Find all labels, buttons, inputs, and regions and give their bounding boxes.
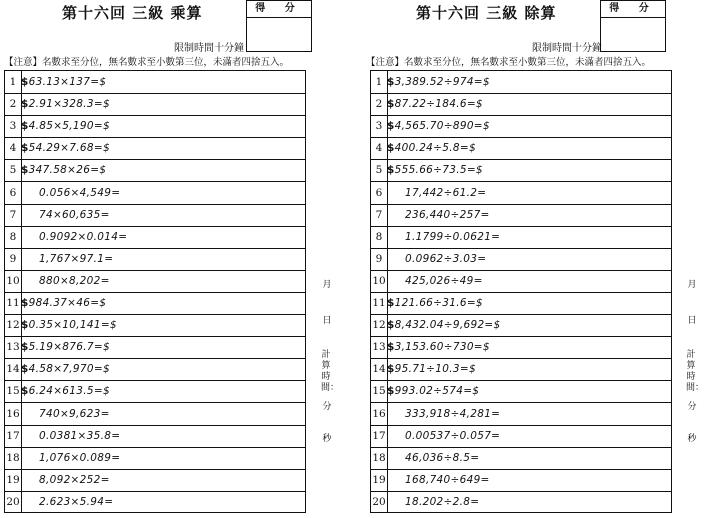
currency-sign: $ — [21, 385, 29, 398]
problem-expression: 18.202÷2.8= — [405, 495, 480, 508]
table-row — [371, 403, 671, 426]
table-row — [371, 380, 671, 403]
problem-number: 18 — [5, 447, 22, 469]
problem-expression: $4,565.70÷890=$ — [387, 120, 490, 133]
table-row — [371, 447, 671, 470]
calc-time-label: 計算時間： — [321, 350, 340, 393]
day-label: 日 — [687, 316, 697, 326]
currency-sign: $ — [387, 164, 395, 177]
problem-expression: 425,026÷49= — [405, 274, 483, 287]
time-limit: 限制時間十分鐘 — [532, 43, 602, 54]
problem-expression: $4.85×5,190=$ — [21, 120, 110, 133]
problem-expression: $87.22÷184.6=$ — [387, 98, 483, 111]
problem-expression: $3,153.60÷730=$ — [387, 341, 490, 354]
currency-sign: $ — [387, 363, 395, 376]
problem-number: 15 — [5, 380, 22, 402]
table-row — [5, 292, 305, 315]
table-row — [371, 270, 671, 293]
instructions-note: 【注意】名數求至分位，無名數求至小數第三位，未滿者四捨五入。 — [4, 57, 290, 68]
problem-number: 2 — [5, 93, 22, 115]
problem-expression: 17,442÷61.2= — [405, 186, 487, 199]
problem-expression: $63.13×137=$ — [21, 76, 107, 88]
problem-number: 7 — [371, 204, 388, 226]
problem-number: 10 — [5, 270, 22, 292]
problem-number: 4 — [371, 137, 388, 159]
table-row — [5, 248, 305, 271]
problem-expression: $993.02÷574=$ — [387, 385, 480, 398]
problem-number: 17 — [5, 425, 22, 447]
currency-sign: $ — [21, 98, 29, 111]
problem-number: 8 — [371, 226, 388, 248]
problem-number: 6 — [371, 182, 388, 204]
problem-number: 11 — [371, 292, 388, 314]
problem-number: 16 — [371, 403, 388, 425]
problem-number: 11 — [5, 292, 22, 314]
table-row — [5, 403, 305, 426]
table-row — [5, 137, 305, 160]
problem-expression: 1,076×0.089= — [39, 451, 121, 464]
problem-expression: $6.24×613.5=$ — [21, 385, 110, 398]
currency-sign: $ — [387, 341, 395, 354]
problem-number: 14 — [5, 358, 22, 380]
problem-expression: 0.056×4,549= — [39, 186, 121, 199]
score-label: 得 分 — [247, 1, 311, 18]
currency-sign: $ — [21, 363, 29, 376]
month-label: 月 — [322, 280, 332, 290]
problem-expression: 880×8,202= — [39, 274, 110, 287]
problem-number: 7 — [5, 204, 22, 226]
problem-expression: 0.00537÷0.057= — [405, 429, 501, 442]
currency-sign: $ — [387, 297, 395, 309]
problem-expression: 1.1799÷0.0621= — [405, 230, 501, 243]
table-row — [5, 182, 305, 205]
table-row — [5, 314, 305, 337]
problem-number: 15 — [371, 380, 388, 402]
currency-sign: $ — [21, 164, 29, 177]
problem-expression: 740×9,623= — [39, 407, 110, 420]
problem-expression: $400.24÷5.8=$ — [387, 142, 476, 155]
table-row — [371, 469, 671, 492]
time-limit: 限制時間十分鐘 — [174, 43, 244, 54]
problem-number: 2 — [371, 93, 388, 115]
currency-sign: $ — [387, 142, 395, 155]
problem-number: 18 — [371, 447, 388, 469]
problem-expression: $5.19×876.7=$ — [21, 341, 110, 354]
problem-number: 13 — [371, 336, 388, 358]
minute-label: 分 — [322, 402, 332, 412]
problem-number: 1 — [5, 71, 22, 93]
problem-number: 20 — [5, 491, 22, 513]
table-row — [371, 336, 671, 359]
problem-number: 4 — [5, 137, 22, 159]
problem-expression: 236,440÷257= — [405, 208, 490, 221]
problem-expression: $54.29×7.68=$ — [21, 142, 110, 155]
table-row — [371, 71, 671, 94]
problem-number: 8 — [5, 226, 22, 248]
table-row — [371, 159, 671, 182]
problem-number: 20 — [371, 491, 388, 513]
problem-expression: $2.91×328.3=$ — [21, 98, 110, 111]
problem-expression: 2.623×5.94= — [39, 495, 114, 508]
table-row — [371, 204, 671, 227]
problem-number: 12 — [5, 314, 22, 336]
score-label: 得 分 — [601, 1, 665, 18]
problem-expression: $95.71÷10.3=$ — [387, 363, 476, 376]
problem-expression: $0.35×10,141=$ — [21, 319, 117, 332]
problem-expression: 1,767×97.1= — [39, 252, 114, 265]
day-label: 日 — [322, 316, 332, 326]
problem-expression: 168,740÷649= — [405, 473, 490, 486]
problem-expression: 333,918÷4,281= — [405, 407, 501, 420]
problem-number: 13 — [5, 336, 22, 358]
problem-number: 9 — [371, 248, 388, 270]
problem-number: 9 — [5, 248, 22, 270]
table-row — [371, 226, 671, 249]
second-label: 秒 — [322, 434, 332, 444]
table-row — [371, 182, 671, 205]
table-row — [371, 358, 671, 381]
problem-number: 3 — [5, 115, 22, 137]
table-row — [5, 270, 305, 293]
table-row — [5, 159, 305, 182]
minute-label: 分 — [687, 402, 697, 412]
table-row — [5, 336, 305, 359]
problem-number: 5 — [5, 159, 22, 181]
table-row — [371, 137, 671, 160]
problem-number: 19 — [371, 469, 388, 491]
problem-number: 6 — [5, 182, 22, 204]
table-row — [5, 93, 305, 116]
problem-expression: $8,432.04÷9,692=$ — [387, 319, 501, 332]
second-label: 秒 — [687, 434, 697, 444]
table-row — [5, 71, 305, 94]
score-box[interactable] — [600, 0, 666, 52]
table-row — [371, 491, 671, 513]
problem-expression: $984.37×46=$ — [21, 297, 107, 309]
sheet-title: 第十六回 三級 除算 — [416, 4, 557, 22]
table-row — [371, 292, 671, 315]
table-row — [5, 115, 305, 138]
problem-expression: 0.0962÷3.03= — [405, 252, 487, 265]
table-row — [5, 469, 305, 492]
problem-table — [4, 70, 306, 513]
problem-number: 3 — [371, 115, 388, 137]
currency-sign: $ — [21, 341, 29, 354]
currency-sign: $ — [21, 297, 29, 309]
problem-number: 16 — [5, 403, 22, 425]
table-row — [5, 380, 305, 403]
month-label: 月 — [687, 280, 697, 290]
table-row — [371, 314, 671, 337]
problem-expression: 8,092×252= — [39, 473, 110, 486]
table-row — [5, 425, 305, 448]
table-row — [371, 93, 671, 116]
problem-number: 1 — [371, 71, 388, 93]
table-row — [371, 115, 671, 138]
sheet-title: 第十六回 三級 乘算 — [62, 4, 203, 22]
problem-expression: 74×60,635= — [39, 208, 110, 221]
table-row — [5, 447, 305, 470]
problem-expression: $555.66÷73.5=$ — [387, 164, 483, 177]
problem-expression: 0.0381×35.8= — [39, 429, 121, 442]
problem-expression: $4.58×7,970=$ — [21, 363, 110, 376]
table-row — [371, 248, 671, 271]
currency-sign: $ — [387, 385, 395, 398]
problem-expression: 0.9092×0.014= — [39, 230, 128, 243]
currency-sign: $ — [21, 319, 29, 332]
table-row — [5, 226, 305, 249]
table-row — [5, 491, 305, 513]
currency-sign: $ — [21, 76, 29, 88]
problem-number: 5 — [371, 159, 388, 181]
table-row — [5, 358, 305, 381]
table-row — [5, 204, 305, 227]
instructions-note: 【注意】名數求至分位，無名數求至小數第三位，未滿者四捨五入。 — [366, 57, 652, 68]
problem-number: 19 — [5, 469, 22, 491]
currency-sign: $ — [387, 98, 395, 111]
table-row — [371, 425, 671, 448]
problem-table — [370, 70, 672, 513]
currency-sign: $ — [21, 120, 29, 133]
problem-expression: 46,036÷8.5= — [405, 451, 480, 464]
currency-sign: $ — [21, 142, 29, 155]
problem-number: 17 — [371, 425, 388, 447]
problem-expression: $347.58×26=$ — [21, 164, 107, 177]
problem-expression: $121.66÷31.6=$ — [387, 297, 483, 309]
problem-number: 14 — [371, 358, 388, 380]
currency-sign: $ — [387, 76, 395, 88]
problem-number: 10 — [371, 270, 388, 292]
currency-sign: $ — [387, 120, 395, 133]
problem-expression: $3,389.52÷974=$ — [387, 76, 490, 88]
problem-number: 12 — [371, 314, 388, 336]
score-box[interactable] — [246, 0, 312, 52]
calc-time-label: 計算時間： — [686, 350, 704, 393]
currency-sign: $ — [387, 319, 395, 332]
